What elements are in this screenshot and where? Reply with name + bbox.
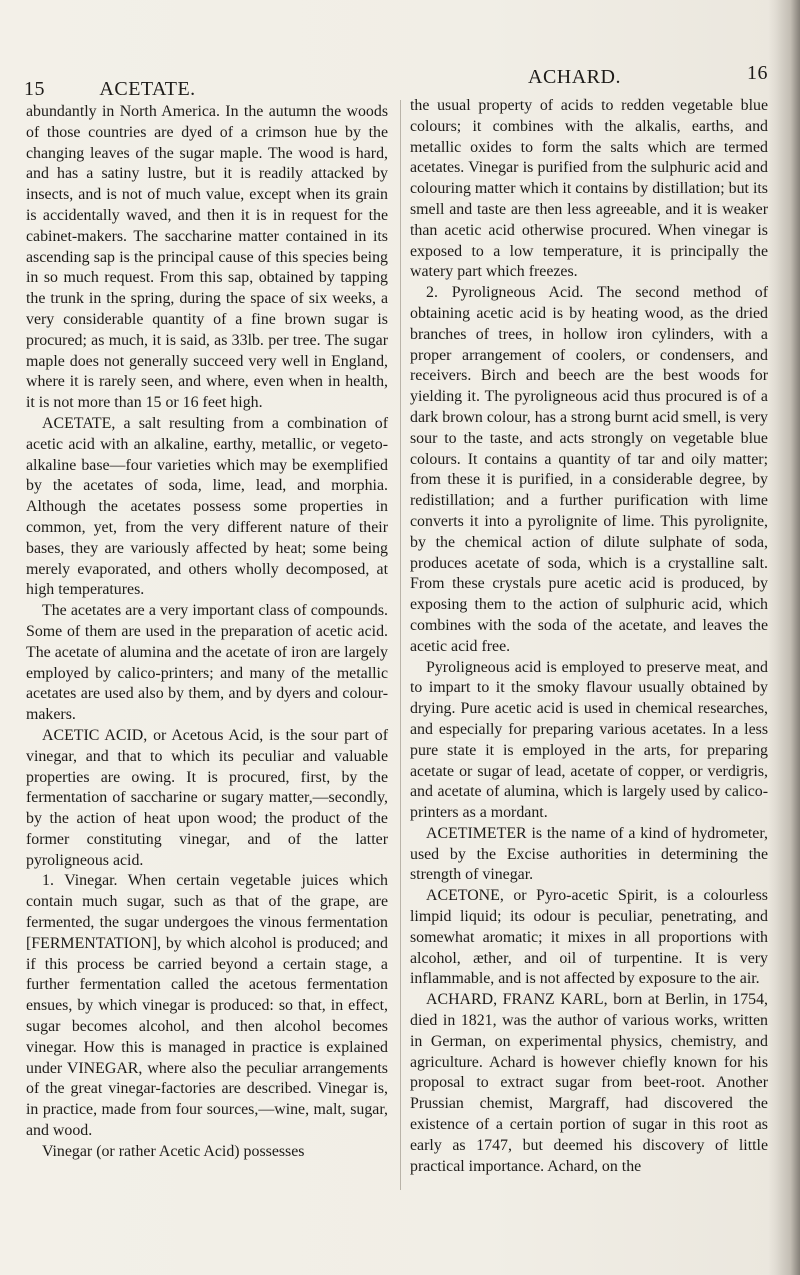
paragraph-pyroligneous-uses: Pyroligneous acid is employed to preserve meat, and to impart to it the smoky flavour usually obtained by drying. Pure acetic acid is used in chemical researches, and especially for preparing various acetates. In a less pure state it is employed in the arts, for preparing acetate or sugar of lead, acetate of copper, or verdigris, and acetate of alumina, which is largely used by calico-printers as a mordant.	[410, 658, 768, 822]
column-divider	[400, 100, 401, 1190]
paragraph-acetates-compounds: The acetates are a very important class of compounds. Some of them are used in the preparation of acetic acid. The acetate of alumina and the acetate of iron are largely employed by calico-printers; and many of the metallic acetates are used also by them, and by dyers and colour-makers.	[26, 602, 388, 724]
paragraph-acetone: ACETONE, or Pyro-acetic Spirit, is a colourless limpid liquid; its odour is peculiar, penetrating, and somewhat aromatic; it mixes in all proportions with alcohol, æther, and oil of turpentine. It is very inflammable, and is not affected by exposure to the air.	[410, 887, 768, 988]
left-running-title: ACETATE.	[99, 78, 196, 100]
paragraph-acid-properties: the usual property of acids to redden vegetable blue colours; it combines with the alkalis, earths, and metallic oxides to form the salts which are termed acetates. Vinegar is purified from the sulphuric acid and colouring matter which it contains by distillation; but its smell and taste are then less agreeable, and it is weaker than acetic acid otherwise procured. When vinegar is exposed to a low temperature, it is principally the watery part which freezes.	[410, 97, 768, 281]
left-text-column	[26, 102, 388, 1163]
right-running-head	[500, 62, 768, 89]
left-running-head	[24, 78, 196, 101]
paragraph-acetic-acid: ACETIC ACID, or Acetous Acid, is the sour part of vinegar, and that to which its peculiar and valuable properties are owing. It is procured, first, by the fermentation of saccharine or sugary matter,—secondly, by the action of heat upon wood; the product of the former constituting vinegar, and of the latter pyroligneous acid.	[26, 726, 388, 869]
paragraph-maple: abundantly in North America. In the autumn the woods of those countries are dyed of a crimson hue by the changing leaves of the sugar maple. The wood is hard, and has a satiny lustre, but it is readily attacked by insects, and is not of much value, except when its grain is accidentally waved, and then it is in request for the cabinet-makers. The saccharine matter contained in its ascending sap is the principal cause of this species being in so much request. From this sap, obtained by tapping the trunk in the spring, during the space of six weeks, a very considerable quantity of a fine brown sugar is procured; as much, it is said, as 33lb. per tree. The sugar maple does not generally succeed very well in England, where it is rarely seen, and where, even when in health, it is not more than 15 or 16 feet high.	[26, 103, 388, 412]
right-running-title: ACHARD.	[528, 66, 621, 88]
paragraph-acetate: ACETATE, a salt resulting from a combination of acetic acid with an alkaline, earthy, metallic, or vegeto-alkaline base—four varieties which may be exemplified by the acetates of soda, lime, lead, and morphia. Although the acetates possess some properties in common, yet, from the very different nature of their bases, they are variously affected by heat; some being merely evaporated, and others wholly decomposed, at high temperatures.	[26, 414, 388, 599]
paragraph-vinegar-continued: Vinegar (or rather Acetic Acid) possesses	[42, 1142, 305, 1160]
right-text-column	[410, 96, 768, 1177]
page-edge-shadow	[768, 0, 800, 1275]
paragraph-acetimeter: ACETIMETER is the name of a kind of hydrometer, used by the Excise authorities in determining the strength of vinegar.	[410, 824, 768, 884]
left-page-number: 15	[24, 78, 45, 100]
paragraph-achard: ACHARD, FRANZ KARL, born at Berlin, in 1754, died in 1821, was the author of various works, written in German, on experimental physics, chemistry, and agriculture. Achard is however chiefly known for his proposal to extract sugar from beet-root. Another Prussian chemist, Margraff, had discovered the existence of a certain portion of sugar in this root as early as 1747, but deemed his discovery of little practical importance. Achard, on the	[410, 991, 768, 1175]
paragraph-vinegar: 1. Vinegar. When certain vegetable juices which contain much sugar, such as that of the grape, are fermented, the sugar undergoes the vinous fermentation [FERMENTATION], by which alcohol is produced; and if this process be carried beyond a certain stage, a further fermentation called the acetous fermentation ensues, by which vinegar is produced: so that, in effect, sugar becomes alcohol, and then alcohol becomes vinegar. How this is managed in practice is explained under VINEGAR, where also the peculiar arrangements of the great vinegar-factories are described. Vinegar is, in practice, made from four sources,—wine, malt, sugar, and wood.	[26, 872, 388, 1140]
right-page-number: 16	[747, 62, 768, 84]
paragraph-pyroligneous-acid: 2. Pyroligneous Acid. The second method of obtaining acetic acid is by heating wood, as the dried branches of trees, in hollow iron cylinders, with a proper arrangement of coolers, or condensers, and receivers. Birch and beech are the best woods for yielding it. The pyroligneous acid thus procured is of a dark brown colour, has a strong burnt acid smell, is very sour to the taste, and acts strongly on vegetable blue colours. It contains a quantity of tar and oily matter; from these it is purified, in a considerable degree, by redistillation; and a further purification with lime converts it into a pyrolignite of lime. This pyrolignite, by the chemical action of dilute sulphate of soda, produces acetate of soda, which is a crystalline salt. From these crystals pure acetic acid is produced, by exposing them to the action of sulphuric acid, which combines with the soda of the acetate, and leaves the acetic acid free.	[410, 284, 768, 655]
